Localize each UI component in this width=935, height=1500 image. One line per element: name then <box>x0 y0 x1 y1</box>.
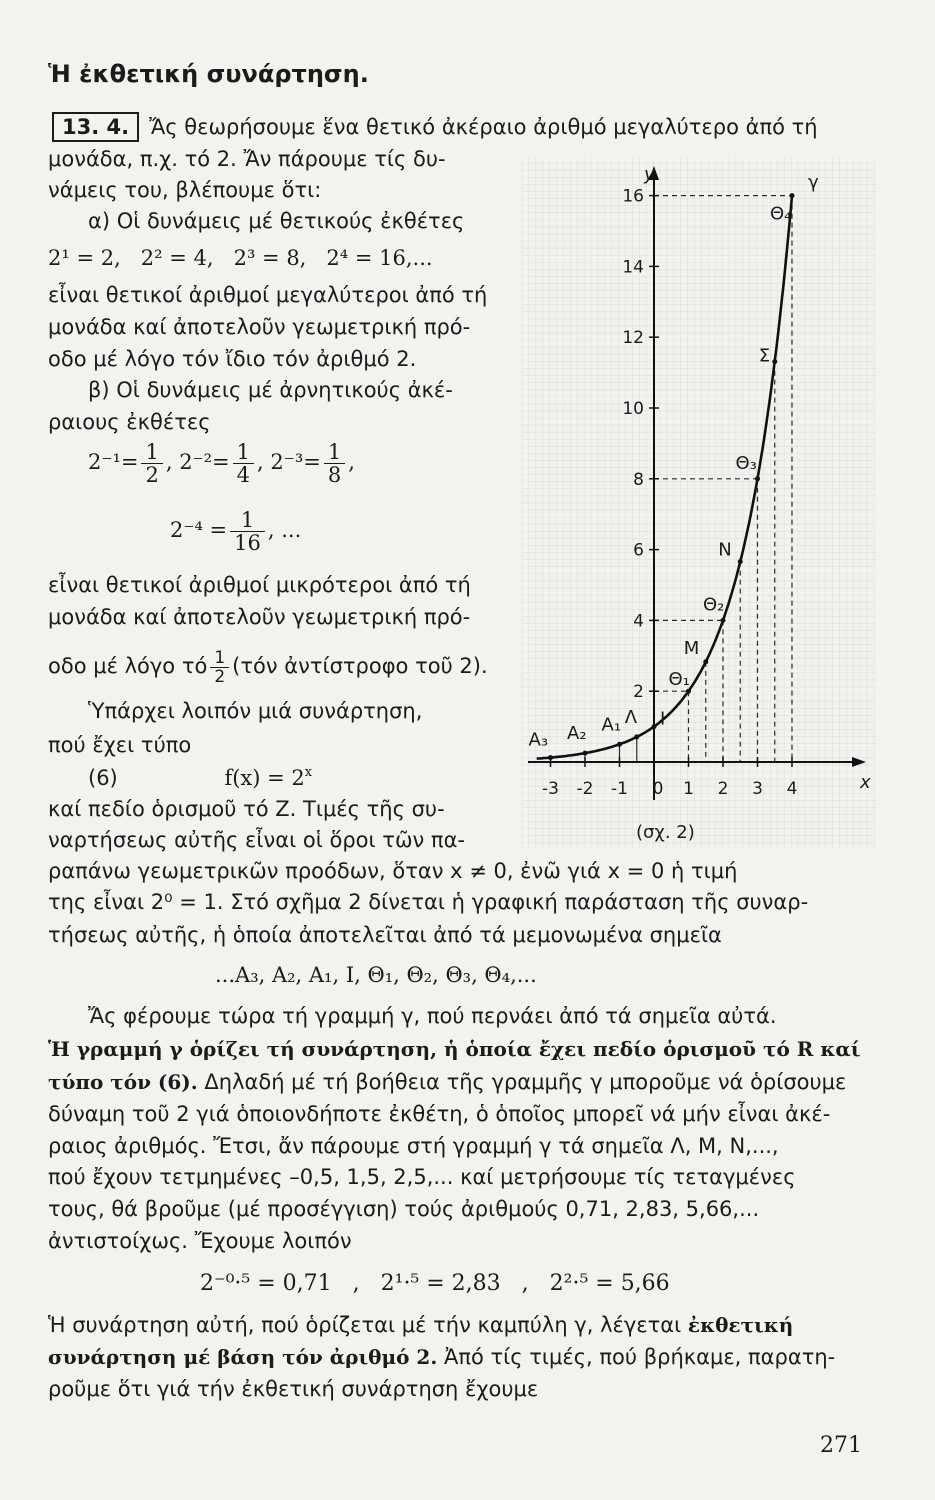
paragraph-line: πού ἔχει τύπο <box>48 733 192 757</box>
point-label: Θ₄ <box>770 203 792 225</box>
paragraph-line: ραιους ἐκθέτες <box>48 410 211 434</box>
x-tick-label: -2 <box>576 779 594 799</box>
curve-label: γ <box>808 172 819 193</box>
paragraph-line: νάμεις του, βλέπουμε ὅτι: <box>48 178 322 202</box>
paragraph-line: ροῦμε ὅτι γιά τήν ἐκθετική συνάρτηση ἔχουμε <box>48 1377 539 1401</box>
paragraph-line: μονάδα καί ἀποτελοῦν γεωμετρική πρό- <box>48 605 471 629</box>
point-A₂ <box>583 751 588 756</box>
paragraph-line: τήσεως αὐτῆς, ἡ ὁποία ἀποτελεῖται ἀπό τά μεμονωμένα σημεῖα <box>48 923 722 947</box>
neg-power-4: 2⁻⁴ = <box>170 518 228 542</box>
paragraph-line: ναρτήσεως αὐτῆς εἶναι οἱ ὅροι τῶν πα- <box>48 828 465 852</box>
point-label: A₂ <box>567 723 587 745</box>
y-tick-label: 4 <box>633 611 644 632</box>
point-A₁ <box>617 742 622 747</box>
paragraph-line: πού ἔχουν τετμημένες –0,5, 1,5, 2,5,... καί μετρήσουμε τίς τεταγμένες <box>48 1165 796 1189</box>
x-axis-arrow <box>852 757 866 767</box>
numerator: 1 <box>324 441 345 464</box>
point-N <box>738 559 743 564</box>
text: Ἀπό τίς τιμές, πού βρήκαμε, παρατη- <box>437 1345 836 1369</box>
point-label: A₁ <box>601 714 622 736</box>
x-axis-label: x <box>860 772 871 793</box>
figure-caption: (σχ. 2) <box>636 822 695 843</box>
neg-power-2: , 2⁻²= <box>165 450 230 474</box>
y-tick-label: 14 <box>622 257 644 278</box>
numerator: 1 <box>230 509 265 532</box>
point-label: Σ <box>758 345 771 367</box>
paragraph-line: καί πεδίο ὁρισμοῦ τό Z. Τιμές τῆς συ- <box>48 797 445 821</box>
result-2: 2¹·⁵ = 2,83 <box>380 1271 501 1296</box>
point-label: Θ₁ <box>668 669 690 691</box>
comma: , <box>348 450 355 474</box>
text: Δηλαδή μέ τή βοήθεια τῆς γραμμῆς γ μποροῦμε νά ὁρίσουμε <box>197 1070 847 1094</box>
paragraph-line: Ἄς φέρουμε τώρα τή γραμμή γ, πού περνάει ἀπό τά σημεῖα αὐτά. <box>88 1004 777 1028</box>
point-label: M <box>683 637 700 659</box>
y-tick-label: 6 <box>633 540 644 561</box>
y-tick-label: 10 <box>622 399 644 419</box>
curve-and-points <box>537 193 795 760</box>
point-Σ <box>772 359 777 364</box>
text: Ἡ συνάρτηση αὐτή, πού ὁρίζεται μέ τήν καμπύλη γ, λέγεται <box>48 1313 682 1337</box>
x-tick-label: 3 <box>752 779 763 799</box>
paragraph-line: εἶναι θετικοί ἀριθμοί μεγαλύτεροι ἀπό τή <box>48 283 488 307</box>
denominator: 16 <box>234 531 261 555</box>
denominator: 4 <box>236 463 251 487</box>
ellipsis: , ... <box>267 518 302 542</box>
equation-number: (6) <box>88 766 118 790</box>
paragraph-line: Ὑπάρχει λοιπόν μιά συνάρτηση, <box>88 699 423 723</box>
paragraph-line: τους, θά βροῦμε (μέ προσέγγιση) τούς ἀριθμούς 0,71, 2,83, 5,66,... <box>48 1197 760 1221</box>
x-tick-label: 2 <box>717 779 729 799</box>
text: Ἄς θεωρήσουμε ἕνα θετικό ἀκέραιο ἀριθμό μεγαλύτερο ἀπό τή <box>149 115 818 139</box>
paragraph-line: α) Οἱ δυνάμεις μέ θετικούς ἐκθέτες <box>88 209 465 233</box>
paragraph-line: της εἶναι 2⁰ = 1. Στό σχῆμα 2 δίνεται ἡ γραφική παράσταση τῆς συναρ- <box>48 890 809 914</box>
paragraph-line: εἶναι θετικοί ἀριθμοί μικρότεροι ἀπό τή <box>48 573 471 597</box>
numerator: 1 <box>210 649 229 668</box>
grid <box>522 158 876 848</box>
numerator: 1 <box>233 441 254 464</box>
point-label: N <box>718 539 732 561</box>
denominator: 2 <box>145 463 159 487</box>
denominator: 2 <box>214 666 226 687</box>
power-3: 2³ = 8, <box>233 246 307 270</box>
paragraph-line: μονάδα, π.χ. τό 2. Ἄν πάρουμε τίς δυ- <box>48 147 446 171</box>
result-3: 2²·⁵ = 5,66 <box>549 1271 670 1296</box>
bold-text: ἐκθετική <box>687 1313 794 1337</box>
point-label: Λ <box>624 706 638 728</box>
bold-text: συνάρτηση μέ βάση τόν ἀριθμό 2. <box>48 1345 438 1369</box>
x-tick-label: -1 <box>611 779 628 799</box>
paragraph-line: οδο μέ λόγο τόν ἴδιο τόν ἀριθμό 2. <box>48 347 417 371</box>
point-I <box>652 724 657 729</box>
curve-gamma <box>537 196 792 759</box>
y-tick-label: 12 <box>622 328 644 349</box>
bold-statement: Ἡ γραμμή γ ὁρίζει τή συνάρτηση, ἡ ὁποία ἔχει πεδίο ὁρισμοῦ τό R καί <box>48 1037 861 1061</box>
y-tick-label: 2 <box>633 682 644 703</box>
x-tick-label: 1 <box>683 779 694 799</box>
y-tick-label: 16 <box>622 186 644 207</box>
separator: , <box>352 1271 360 1296</box>
power-1: 2¹ = 2, <box>48 246 121 270</box>
point-Θ₃ <box>755 476 760 481</box>
x-tick-label: 4 <box>786 779 798 799</box>
x-tick-label: 0 <box>652 779 664 799</box>
separator: , <box>521 1271 529 1296</box>
neg-power-3: , 2⁻³= <box>257 450 321 474</box>
numerator: 1 <box>141 441 162 464</box>
exponent: x <box>304 765 313 780</box>
point-Θ₄ <box>790 193 795 198</box>
paragraph-line: δύναμη τοῦ 2 γιά ὁποιονδήποτε ἐκθέτη, ὁ ὁποῖος μπορεῖ νά μήν εἶναι ἀκέ- <box>48 1102 831 1126</box>
point-label: Θ₂ <box>703 594 725 616</box>
page-number: 271 <box>820 1433 862 1458</box>
points-sequence: ...A₃, A₂, A₁, I, Θ₁, Θ₂, Θ₃, Θ₄,... <box>215 963 537 987</box>
power-2: 2² = 4, <box>140 246 214 270</box>
x-tick-label: -3 <box>542 779 559 799</box>
paragraph-line: ραπάνω γεωμετρικῶν προόδων, ὅταν x ≠ 0, ἐνῶ γιά x = 0 ἡ τιμή <box>48 859 738 883</box>
point-M <box>703 659 708 664</box>
paragraph-line: β) Οἱ δυνάμεις μέ ἀρνητικούς ἀκέ- <box>88 378 453 402</box>
text: (τόν ἀντίστροφο τοῦ 2). <box>232 654 488 678</box>
y-axis-label: y <box>644 164 655 185</box>
point-Λ <box>634 734 639 739</box>
point-Θ₂ <box>721 618 726 623</box>
section-heading: Ἡ ἐκθετική συνάρτηση. <box>48 60 369 88</box>
result-1: 2⁻⁰·⁵ = 0,71 <box>200 1271 332 1296</box>
y-tick-label: 8 <box>633 469 644 490</box>
point-A₃ <box>548 755 553 760</box>
power-4: 2⁴ = 16,... <box>326 246 433 270</box>
paragraph-line: ραιος ἀριθμός. Ἔτσι, ἄν πάρουμε στή γραμμή γ τά σημεῖα Λ, M, N,..., <box>48 1134 779 1158</box>
neg-power-1: 2⁻¹= <box>88 450 139 474</box>
paragraph-line: μονάδα καί ἀποτελοῦν γεωμετρική πρό- <box>48 315 471 339</box>
text: οδο μέ λόγο τό <box>48 654 208 678</box>
bold-text: τύπο τόν (6). <box>48 1070 198 1094</box>
section-number: 13. 4. <box>52 112 139 142</box>
formula-text: f(x) = 2 <box>224 766 305 790</box>
point-label: Θ₃ <box>735 452 757 474</box>
denominator: 8 <box>327 463 342 487</box>
point-label: I <box>660 708 666 730</box>
point-label: A₃ <box>528 729 549 751</box>
paragraph-line: ἀντιστοίχως. Ἔχουμε λοιπόν <box>48 1229 352 1253</box>
